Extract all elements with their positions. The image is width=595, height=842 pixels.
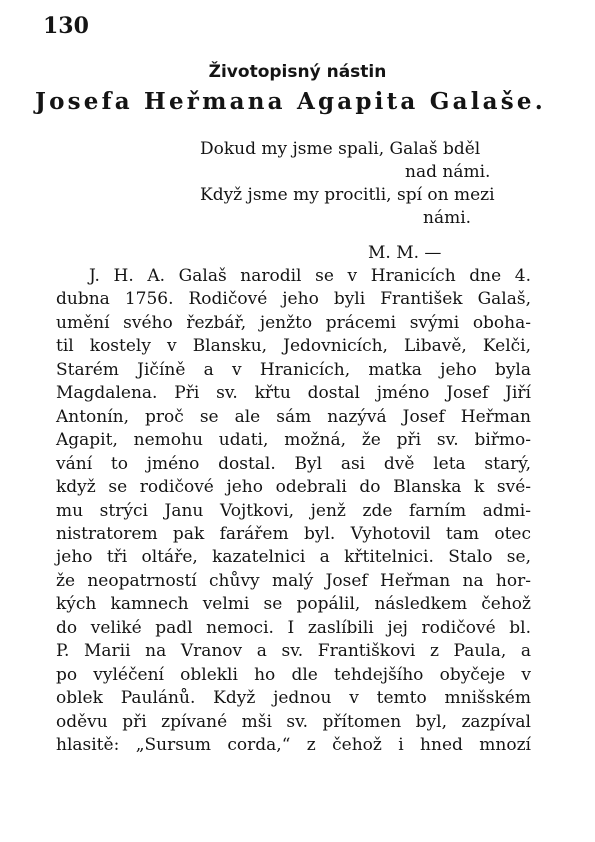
text-line: do veliké padl nemoci. I zaslíbili jej rodičové bl. — [56, 617, 531, 638]
text-line: oděvu při zpívané mši sv. přítomen byl, zazpíval — [56, 711, 531, 732]
text-line: mu strýci Janu Vojtkovi, jenž zde farním admi- — [56, 500, 531, 521]
text-line: Starém Jičíně a v Hranicích, matka jeho byla — [56, 359, 531, 380]
body-text — [56, 265, 531, 758]
text-line: P. Marii na Vranov a sv. Františkovi z Paula, a — [56, 641, 531, 662]
epigraph — [200, 138, 530, 265]
epigraph-line: nad námi. — [405, 162, 491, 182]
page-number: 130 — [43, 13, 89, 39]
text-line: oblek Paulánů. Když jednou v temto mnišském — [56, 688, 531, 709]
text-line: že neopatrností chůvy malý Josef Heřman na hor- — [56, 570, 531, 591]
epigraph-signature: M. M. — — [368, 243, 442, 263]
text-line: umění svého řezbář, jenžto prácemi svými oboha- — [56, 312, 531, 333]
text-line: nistratorem pak farářem byl. Vyhotovil tam otec — [56, 523, 531, 544]
epigraph-line: Když jsme my procitli, spí on mezi — [200, 185, 495, 205]
epigraph-line: Dokud my jsme spali, Galaš bděl — [200, 139, 481, 159]
text-line: vání to jméno dostal. Byl asi dvě leta starý, — [56, 453, 531, 474]
text-line: když se rodičové jeho odebrali do Blanska k své- — [56, 477, 531, 498]
text-line: po vyléčení oblekli ho dle tehdejšího obyčeje v — [56, 664, 531, 685]
text-line: Agapit, nemohu udati, možná, že při sv. biřmo- — [56, 430, 531, 451]
text-line: kých kamnech velmi se popálil, následkem čehož — [56, 594, 531, 615]
chapter-subtitle: Životopisný nástin — [208, 62, 387, 82]
text-line: hlasitě: „Sursum corda,“ z čehož i hned mnozí — [56, 735, 531, 756]
text-line: Antonín, proč se ale sám nazývá Josef Heřman — [56, 406, 531, 427]
chapter-title: Josefa Heřmana Agapita Galaše. — [35, 88, 546, 115]
epigraph-line: námi. — [423, 208, 472, 228]
text-line: J. H. A. Galaš narodil se v Hranicích dne 4. — [89, 266, 531, 286]
text-line: dubna 1756. Rodičové jeho byli František Galaš, — [56, 289, 531, 310]
text-line: til kostely v Blansku, Jedovnicích, Libavě, Kelči, — [56, 336, 531, 357]
text-line: jeho tři oltáře, kazatelnici a křtitelnici. Stalo se, — [56, 547, 531, 568]
text-line: Magdalena. Při sv. křtu dostal jméno Josef Jiří — [56, 383, 531, 404]
